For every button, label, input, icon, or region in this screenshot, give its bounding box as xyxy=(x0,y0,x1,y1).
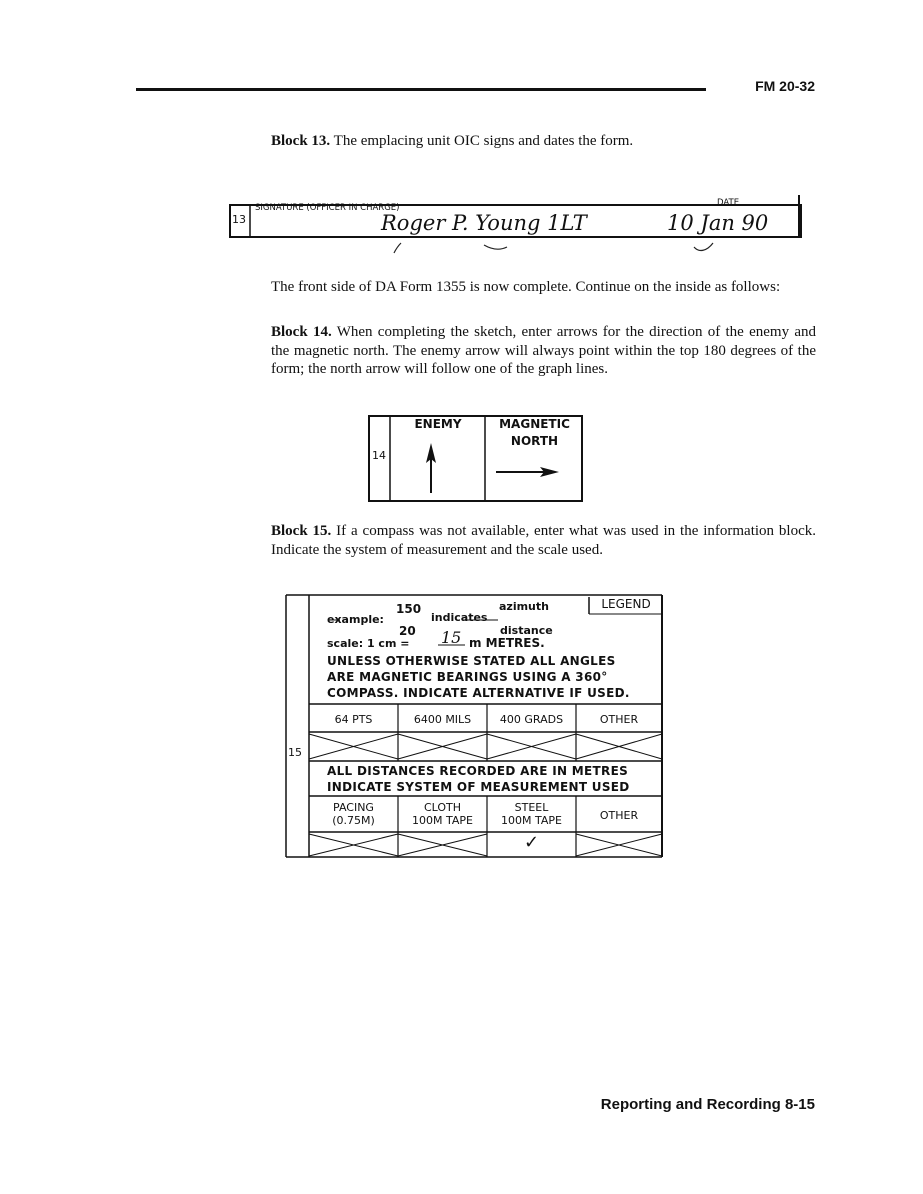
azimuth-label: azimuth xyxy=(499,600,549,613)
block13-form xyxy=(229,195,802,239)
distance-method-cloth-line1: CLOTH xyxy=(423,801,462,814)
magnetic-label: MAGNETIC xyxy=(499,417,570,431)
angle-unit-grads[interactable]: 400 GRADS xyxy=(499,713,564,726)
date-field[interactable]: 10 Jan 90 xyxy=(667,211,769,235)
distance-label: distance xyxy=(500,624,553,637)
block14-form xyxy=(368,415,584,503)
block14-number: 14 xyxy=(372,449,386,462)
distance-method-steel-line2: 100M TAPE xyxy=(501,814,562,827)
scale-prefix: scale: 1 cm = xyxy=(327,637,410,650)
signature-label: SIGNATURE (OFFICER IN CHARGE) xyxy=(255,203,400,213)
example-label: example: xyxy=(327,613,384,626)
page-reference: FM 20-32 xyxy=(755,78,815,94)
block14-title: Block 14. xyxy=(271,324,332,340)
example-denominator: 20 xyxy=(399,624,416,638)
block15-text: If a compass was not available, enter what was used in the information block. Indicate the system of measurement and the scale used. xyxy=(271,523,816,558)
steel-tape-check-icon[interactable]: ✓ xyxy=(523,832,540,853)
block13-paragraph xyxy=(271,132,816,151)
block13-text: The emplacing unit OIC signs and dates the form. xyxy=(330,133,634,149)
block15-number: 15 xyxy=(288,746,302,759)
example-numerator: 150 xyxy=(396,602,422,616)
angles-note-line-2: ARE MAGNETIC BEARINGS USING A 360° xyxy=(327,670,608,684)
angle-unit-pts[interactable]: 64 PTS xyxy=(334,713,373,726)
magnetic-north-arrow-icon xyxy=(496,467,559,477)
distance-note-line-1: ALL DISTANCES RECORDED ARE IN METRES xyxy=(327,764,629,778)
distance-method-other[interactable]: OTHER xyxy=(599,809,639,822)
scale-suffix: m METRES. xyxy=(469,636,545,650)
angle-unit-mils[interactable]: 6400 MILS xyxy=(413,713,472,726)
distance-method-steel-tape[interactable] xyxy=(487,801,576,827)
north-label: NORTH xyxy=(510,434,559,448)
distance-method-steel-line1: STEEL xyxy=(514,801,549,814)
header-rule xyxy=(136,88,706,91)
distance-method-cloth-line2: 100M TAPE xyxy=(412,814,473,827)
signature-field[interactable]: Roger P. Young 1LT xyxy=(381,211,587,235)
scale-value-field[interactable]: 15 xyxy=(441,628,462,647)
indicates-label: indicates xyxy=(431,611,488,624)
distance-note-line-2: INDICATE SYSTEM OF MEASUREMENT USED xyxy=(327,780,630,794)
block15-title: Block 15. xyxy=(271,523,332,539)
enemy-label: ENEMY xyxy=(414,417,462,431)
block14-paragraph xyxy=(271,323,816,379)
distance-method-pacing-line2: (0.75M) xyxy=(332,814,375,827)
angles-note-line-1: UNLESS OTHERWISE STATED ALL ANGLES xyxy=(327,654,616,668)
distance-method-pacing-line1: PACING xyxy=(333,801,374,814)
block14-text: When completing the sketch, enter arrows for the direction of the enemy and the magnetic north. The enemy arrow will always point within the top 180 degrees of the form; the north arrow will follow one of the graph lines. xyxy=(271,324,816,377)
angle-unit-other[interactable]: OTHER xyxy=(599,713,639,726)
distance-method-pacing[interactable] xyxy=(309,801,398,827)
enemy-arrow-icon xyxy=(426,443,436,493)
distance-method-cloth-tape[interactable] xyxy=(398,801,487,827)
front-complete-paragraph: The front side of DA Form 1355 is now complete. Continue on the inside as follows: xyxy=(271,279,781,295)
date-label: DATE xyxy=(717,198,740,208)
page-footer: Reporting and Recording 8-15 xyxy=(600,1096,815,1113)
angles-note-line-3: COMPASS. INDICATE ALTERNATIVE IF USED. xyxy=(327,686,630,700)
block15-form xyxy=(285,594,665,859)
block13-title: Block 13. xyxy=(271,133,331,149)
legend-label: LEGEND xyxy=(601,597,651,611)
block13-number: 13 xyxy=(232,213,246,226)
block15-paragraph xyxy=(271,522,816,559)
